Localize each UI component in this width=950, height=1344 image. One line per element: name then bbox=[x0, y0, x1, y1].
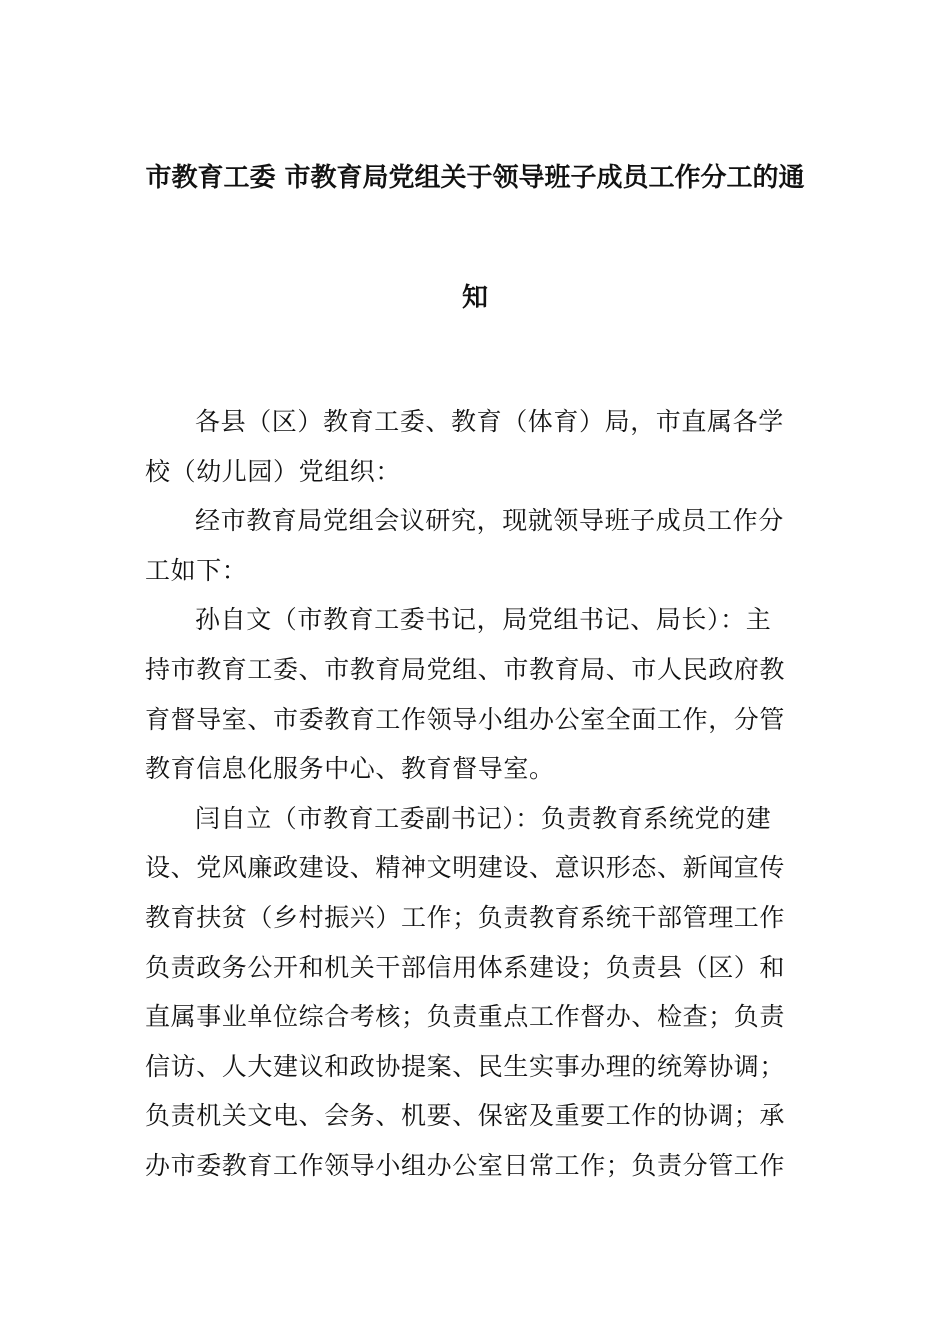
body-line: 办市委教育工作领导小组办公室日常工作；负责分管工作 bbox=[145, 1150, 786, 1180]
body-line: 直属事业单位综合考核；负责重点工作督办、检查；负责 bbox=[145, 1002, 786, 1032]
body-line: 教育信息化服务中心、教育督导室。 bbox=[145, 754, 555, 784]
body-line: 设、党风廉政建设、精神文明建设、意识形态、新闻宣传 bbox=[145, 853, 786, 883]
body-line: 闫自立（市教育工委副书记）：负责教育系统党的建 bbox=[195, 803, 772, 833]
body-line: 育督导室、市委教育工作领导小组办公室全面工作，分管 bbox=[145, 704, 786, 734]
body-line: 负责政务公开和机关干部信用体系建设；负责县（区）和 bbox=[145, 952, 786, 982]
body-line: 信访、人大建议和政协提案、民生实事办理的统筹协调； bbox=[145, 1051, 786, 1081]
body-line: 经市教育局党组会议研究，现就领导班子成员工作分 bbox=[195, 506, 784, 536]
body-line: 各县（区）教育工委、教育（体育）局，市直属各学 bbox=[195, 407, 784, 436]
body-line: 校（幼儿园）党组织： bbox=[145, 456, 402, 486]
body-line: 孙自文（市教育工委书记，局党组书记、局长）：主 bbox=[195, 605, 772, 635]
body-line: 教育扶贫（乡村振兴）工作；负责教育系统干部管理工作 bbox=[145, 902, 786, 932]
body-line: 持市教育工委、市教育局党组、市教育局、市人民政府教 bbox=[145, 654, 786, 684]
document-body bbox=[145, 397, 807, 1191]
body-line: 负责机关文电、会务、机要、保密及重要工作的协调；承 bbox=[145, 1101, 786, 1131]
document-title-line-2: 知 bbox=[461, 283, 488, 313]
document-title-line-1: 市教育工委 市教育局党组关于领导班子成员工作分工的通 bbox=[145, 163, 805, 193]
body-line: 工如下： bbox=[145, 555, 248, 585]
